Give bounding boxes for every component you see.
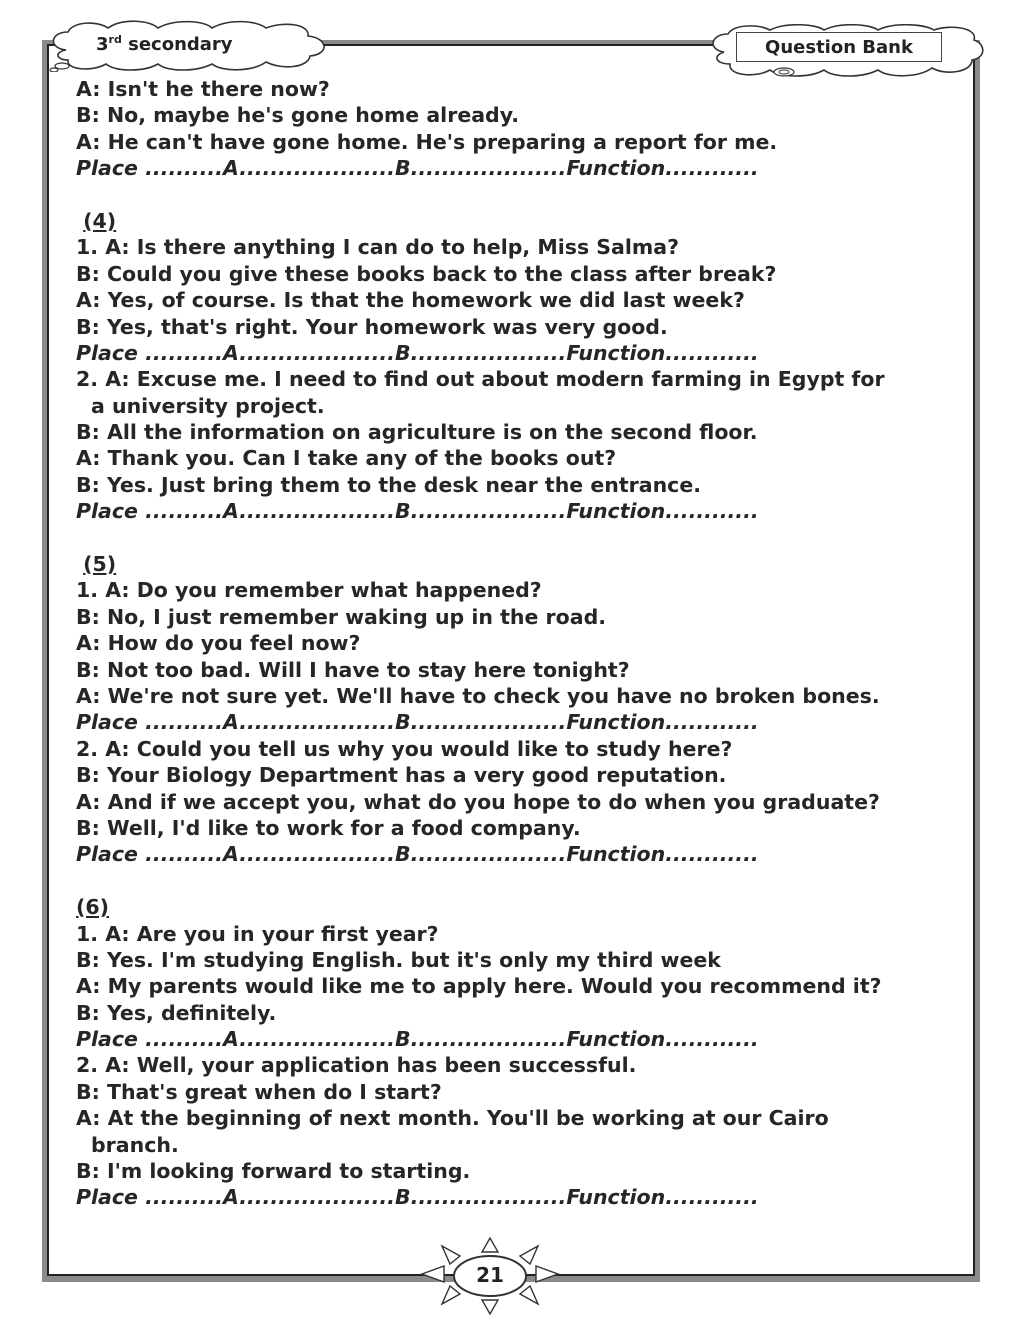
- answer-prompt-line: Place ..........A....................B....................Function............: [76, 499, 759, 524]
- dialogue-line: B: Yes, definitely.: [76, 1000, 277, 1025]
- dialogue-line: A: He can't have gone home. He's preparing a report for me.: [76, 129, 778, 154]
- grade-label: 3rd secondary: [96, 33, 233, 55]
- dialogue-line: B: Yes. I'm studying English. but it's only my third week: [76, 947, 721, 972]
- dialogue-line: B: All the information on agriculture is on the second floor.: [76, 420, 758, 445]
- dialogue-line: A: My parents would like me to apply here. Would you recommend it?: [76, 974, 882, 999]
- dialogue-line: B: Your Biology Department has a very good reputation.: [76, 763, 727, 788]
- dialogue-line: A: Isn't he there now?: [76, 77, 330, 101]
- question-bank-box: [736, 32, 942, 62]
- answer-prompt-line: Place ..........A....................B....................Function............: [76, 710, 759, 735]
- dialogue-line: A: We're not sure yet. We'll have to check you have no broken bones.: [76, 683, 880, 708]
- blank-line: [76, 868, 956, 894]
- dialogue-line: A: Yes, of course. Is that the homework we did last week?: [76, 288, 745, 313]
- dialogue-line: B: Well, I'd like to work for a food company.: [76, 815, 581, 840]
- section-heading: (6): [76, 895, 110, 920]
- blank-line: [76, 182, 956, 208]
- dialogue-line: A: Thank you. Can I take any of the books out?: [76, 446, 617, 471]
- section-heading: (5): [83, 552, 117, 577]
- page-number-sun: [420, 1236, 560, 1316]
- dialogue-line: 2. A: Well, your application has been successful.: [76, 1053, 637, 1078]
- dialogue-line: B: I'm looking forward to starting.: [76, 1159, 471, 1184]
- section-heading: (4): [83, 208, 117, 233]
- dialogue-line: A: At the beginning of next month. You'll be working at our Cairo: [76, 1106, 829, 1131]
- dialogue-line: 1. A: Do you remember what happened?: [76, 578, 542, 603]
- answer-prompt-line: Place ..........A....................B....................Function............: [76, 842, 759, 867]
- dialogue-line: 2. A: Could you tell us why you would like to study here?: [76, 736, 733, 761]
- dialogue-content: [76, 76, 956, 1211]
- dialogue-line: B: Yes, that's right. Your homework was very good.: [76, 314, 668, 339]
- dialogue-line: B: No, I just remember waking up in the road.: [76, 604, 607, 629]
- blank-line: [76, 525, 956, 551]
- header-cloud-left: [46, 20, 330, 72]
- answer-prompt-line: Place ..........A....................B....................Function............: [76, 340, 759, 365]
- answer-prompt-line: Place ..........A....................B....................Function............: [76, 1185, 759, 1210]
- answer-prompt-line: Place ..........A....................B....................Function............: [76, 156, 759, 181]
- header-cloud-right: [706, 24, 984, 80]
- dialogue-line: B: That's great when do I start?: [76, 1079, 442, 1104]
- dialogue-line: A: How do you feel now?: [76, 631, 361, 656]
- dialogue-line: B: Yes. Just bring them to the desk near the entrance.: [76, 472, 702, 497]
- dialogue-line: branch.: [91, 1132, 179, 1157]
- dialogue-line: B: Not too bad. Will I have to stay here tonight?: [76, 657, 630, 682]
- dialogue-line: B: No, maybe he's gone home already.: [76, 103, 520, 128]
- question-bank-title: Question Bank: [765, 36, 913, 58]
- answer-prompt-line: Place ..........A....................B....................Function............: [76, 1027, 759, 1052]
- dialogue-line: 1. A: Is there anything I can do to help, Miss Salma?: [76, 235, 679, 260]
- dialogue-line: a university project.: [91, 393, 325, 418]
- page-number: 21: [476, 1263, 504, 1287]
- dialogue-line: B: Could you give these books back to the class after break?: [76, 261, 777, 286]
- dialogue-line: A: And if we accept you, what do you hope to do when you graduate?: [76, 789, 880, 814]
- dialogue-line: 2. A: Excuse me. I need to find out about modern farming in Egypt for: [76, 367, 885, 392]
- dialogue-line: 1. A: Are you in your first year?: [76, 921, 439, 946]
